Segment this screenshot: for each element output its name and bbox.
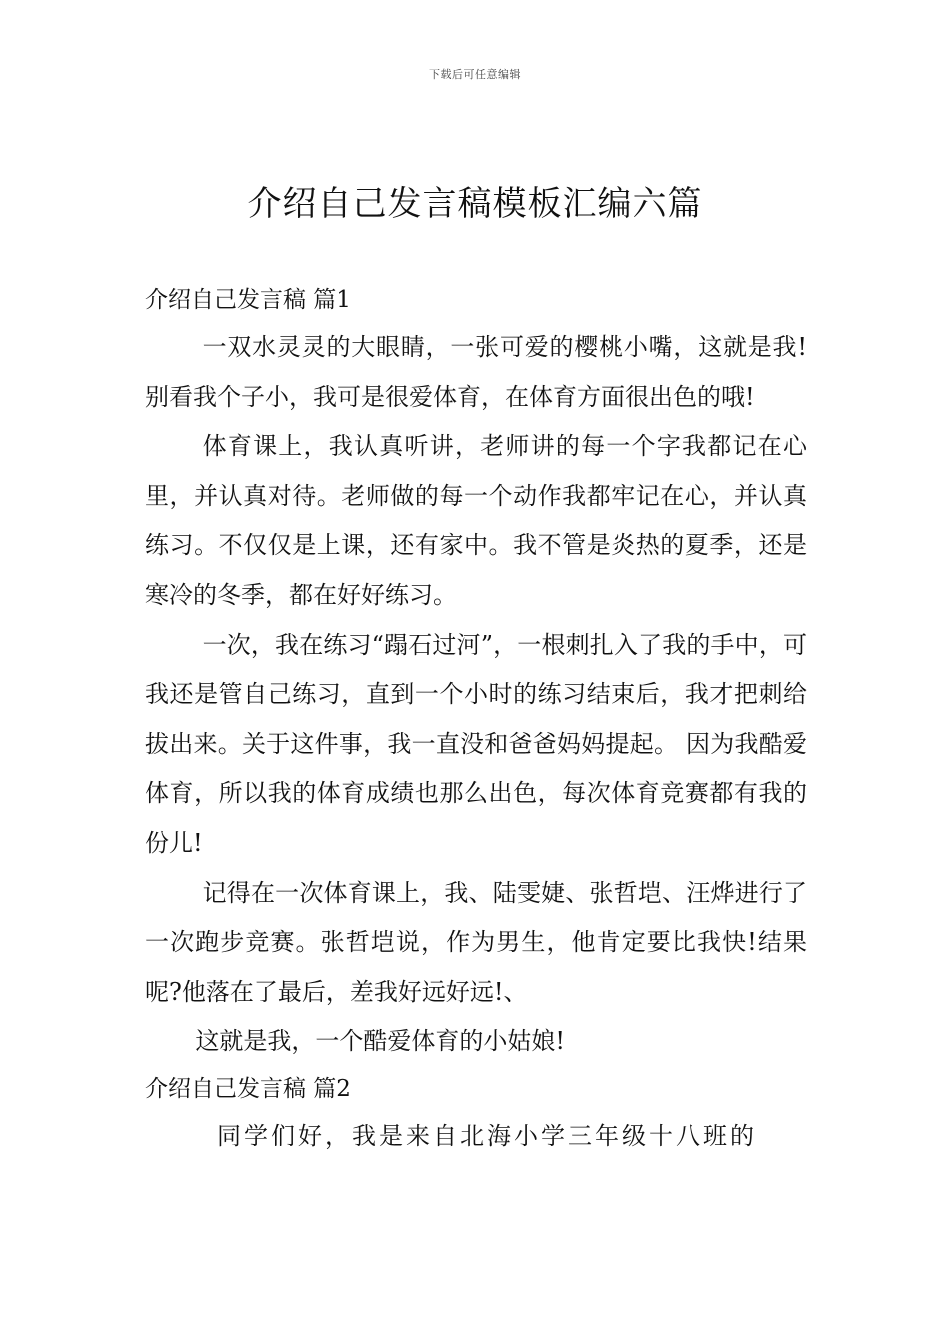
document-body bbox=[145, 278, 807, 1162]
paragraph: 一次，我在练习“蹋石过河”，一根刺扎入了我的手中，可我还是管自己练习，直到一个小时的练习结束后，我才把刺给拔出来。关于这件事，我一直没和爸爸妈妈提起。 因为我酷爱体育，所以我的体育成绩也那么出色，每次体育竞赛都有我的份儿! bbox=[145, 630, 807, 857]
paragraph: 同学们好，我是来自北海小学三年级十八班的 bbox=[217, 1121, 757, 1150]
document-title: 介绍自己发言稿模板汇编六篇 bbox=[247, 184, 703, 224]
section-heading: 介绍自己发言稿 篇2 bbox=[145, 1075, 351, 1102]
paragraph: 一双水灵灵的大眼睛，一张可爱的樱桃小嘴，这就是我!别看我个子小，我可是很爱体育，在体育方面很出色的哦! bbox=[145, 333, 807, 411]
paragraph: 体育课上，我认真听讲，老师讲的每一个字我都记在心里，并认真对待。老师做的每一个动作我都牢记在心，并认真练习。不仅仅是上课，还有家中。我不管是炎热的夏季，还是寒冷的冬季，都在好好练习。 bbox=[145, 432, 807, 609]
paragraph: 这就是我，一个酷爱体育的小姑娘! bbox=[195, 1027, 566, 1056]
section-heading: 介绍自己发言稿 篇1 bbox=[145, 287, 351, 313]
section-1 bbox=[145, 278, 807, 1067]
section-2 bbox=[145, 1067, 807, 1162]
paragraph: 记得在一次体育课上，我、陆雯婕、张哲垲、汪烨进行了一次跑步竞赛。张哲垲说，作为男生，他肯定要比我快!结果呢?他落在了最后，差我好远好远!、 bbox=[145, 878, 807, 1006]
page-header-note: 下载后可任意编辑 bbox=[429, 68, 521, 81]
